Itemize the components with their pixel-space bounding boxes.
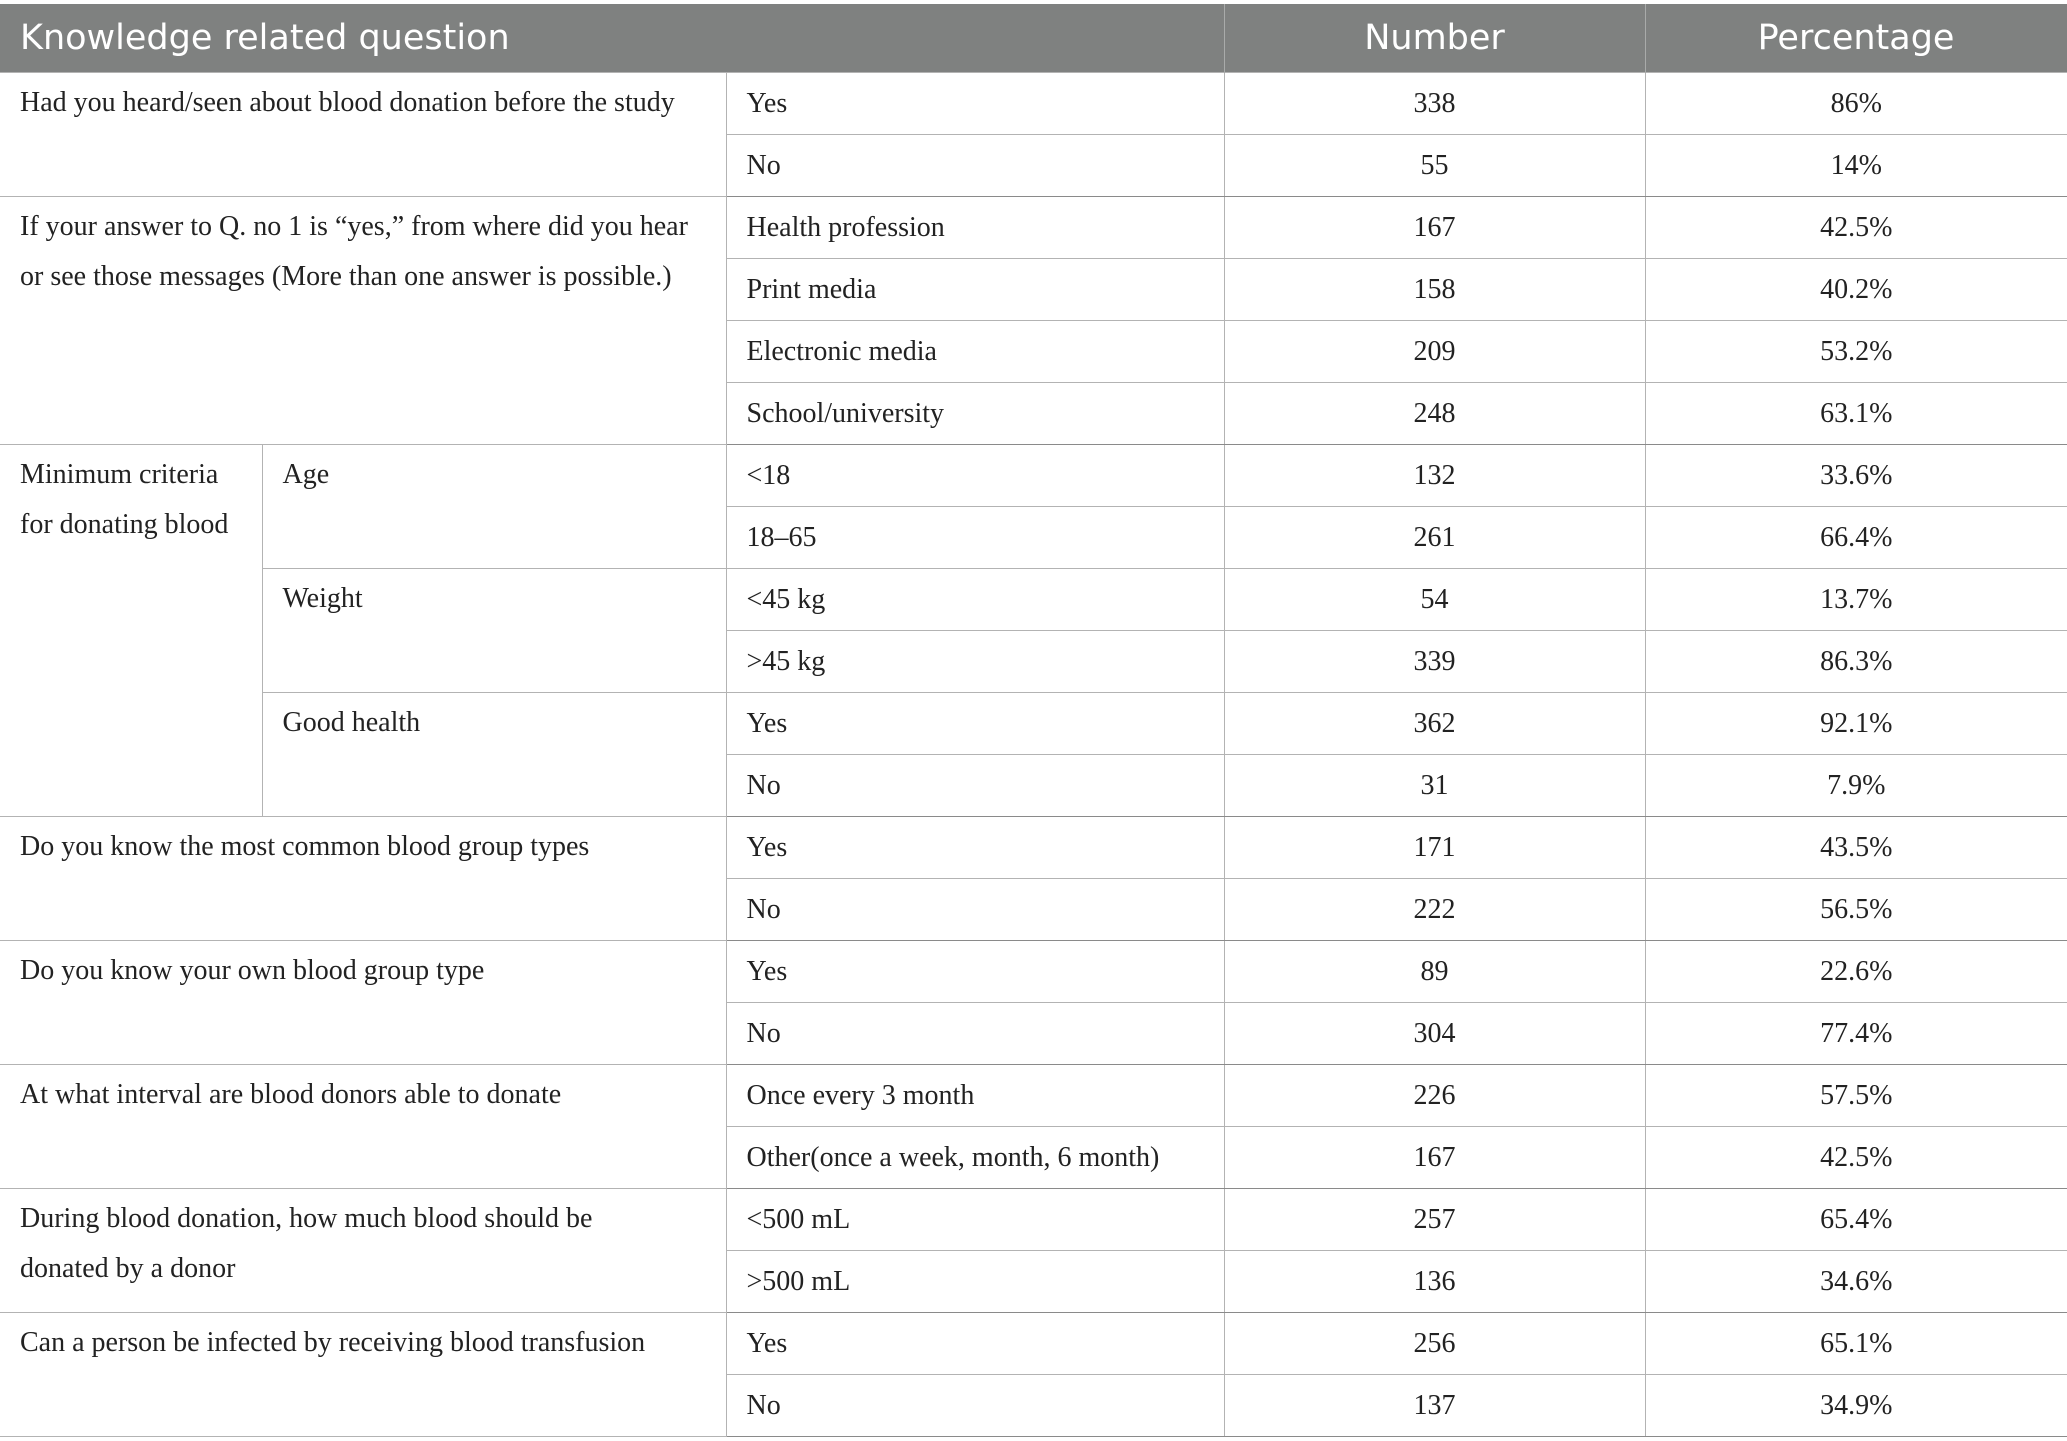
answer-cell: Other(once a week, month, 6 month)	[726, 1127, 1224, 1189]
number-cell: 158	[1224, 259, 1645, 321]
percentage-cell: 14%	[1645, 135, 2067, 197]
answer-cell: No	[726, 1003, 1224, 1065]
question-cell: During blood donation, how much blood should be donated by a donor	[0, 1189, 726, 1313]
subgroup-cell: Good health	[262, 693, 726, 817]
percentage-cell: 13.7%	[1645, 569, 2067, 631]
percentage-cell: 65.1%	[1645, 1313, 2067, 1375]
number-cell: 261	[1224, 507, 1645, 569]
number-cell: 137	[1224, 1375, 1645, 1437]
subgroup-cell: Age	[262, 445, 726, 569]
percentage-cell: 63.1%	[1645, 383, 2067, 445]
header-percentage: Percentage	[1645, 4, 2067, 73]
number-cell: 226	[1224, 1065, 1645, 1127]
table-row	[0, 941, 2067, 1003]
number-cell: 167	[1224, 1127, 1645, 1189]
question-cell: Can a person be infected by receiving blood transfusion	[0, 1313, 726, 1437]
table-row	[0, 1065, 2067, 1127]
answer-cell: No	[726, 755, 1224, 817]
question-cell: Minimum criteria for donating blood	[0, 445, 262, 817]
percentage-cell: 43.5%	[1645, 817, 2067, 879]
number-cell: 132	[1224, 445, 1645, 507]
number-cell: 257	[1224, 1189, 1645, 1251]
number-cell: 248	[1224, 383, 1645, 445]
percentage-cell: 57.5%	[1645, 1065, 2067, 1127]
table-header-row	[0, 4, 2067, 73]
number-cell: 31	[1224, 755, 1645, 817]
percentage-cell: 65.4%	[1645, 1189, 2067, 1251]
table-row	[0, 1189, 2067, 1251]
percentage-cell: 34.6%	[1645, 1251, 2067, 1313]
answer-cell: >45 kg	[726, 631, 1224, 693]
number-cell: 362	[1224, 693, 1645, 755]
number-cell: 136	[1224, 1251, 1645, 1313]
percentage-cell: 22.6%	[1645, 941, 2067, 1003]
answer-cell: No	[726, 879, 1224, 941]
number-cell: 209	[1224, 321, 1645, 383]
percentage-cell: 40.2%	[1645, 259, 2067, 321]
answer-cell: No	[726, 1375, 1224, 1437]
answer-cell: <500 mL	[726, 1189, 1224, 1251]
knowledge-table	[0, 4, 2067, 1437]
number-cell: 304	[1224, 1003, 1645, 1065]
number-cell: 256	[1224, 1313, 1645, 1375]
question-cell: At what interval are blood donors able to donate	[0, 1065, 726, 1189]
answer-cell: Yes	[726, 1313, 1224, 1375]
answer-cell: <45 kg	[726, 569, 1224, 631]
answer-cell: Yes	[726, 693, 1224, 755]
question-cell: Had you heard/seen about blood donation before the study	[0, 73, 726, 197]
number-cell: 167	[1224, 197, 1645, 259]
answer-cell: Once every 3 month	[726, 1065, 1224, 1127]
answer-cell: Yes	[726, 73, 1224, 135]
percentage-cell: 86.3%	[1645, 631, 2067, 693]
answer-cell: 18–65	[726, 507, 1224, 569]
percentage-cell: 53.2%	[1645, 321, 2067, 383]
percentage-cell: 66.4%	[1645, 507, 2067, 569]
percentage-cell: 56.5%	[1645, 879, 2067, 941]
answer-cell: >500 mL	[726, 1251, 1224, 1313]
answer-cell: School/university	[726, 383, 1224, 445]
table-row	[0, 1313, 2067, 1375]
header-question: Knowledge related question	[0, 4, 1224, 73]
percentage-cell: 77.4%	[1645, 1003, 2067, 1065]
table-row	[0, 445, 2067, 507]
answer-cell: Yes	[726, 941, 1224, 1003]
percentage-cell: 92.1%	[1645, 693, 2067, 755]
question-cell: Do you know your own blood group type	[0, 941, 726, 1065]
question-cell: If your answer to Q. no 1 is “yes,” from where did you hear or see those messages (More than one answer is possible.)	[0, 197, 726, 445]
subgroup-cell: Weight	[262, 569, 726, 693]
table-row	[0, 693, 2067, 755]
table-row	[0, 817, 2067, 879]
header-number: Number	[1224, 4, 1645, 73]
number-cell: 54	[1224, 569, 1645, 631]
percentage-cell: 42.5%	[1645, 1127, 2067, 1189]
number-cell: 171	[1224, 817, 1645, 879]
percentage-cell: 86%	[1645, 73, 2067, 135]
number-cell: 55	[1224, 135, 1645, 197]
percentage-cell: 42.5%	[1645, 197, 2067, 259]
number-cell: 339	[1224, 631, 1645, 693]
answer-cell: No	[726, 135, 1224, 197]
number-cell: 338	[1224, 73, 1645, 135]
number-cell: 222	[1224, 879, 1645, 941]
percentage-cell: 33.6%	[1645, 445, 2067, 507]
answer-cell: <18	[726, 445, 1224, 507]
number-cell: 89	[1224, 941, 1645, 1003]
table-row	[0, 73, 2067, 135]
table-row	[0, 197, 2067, 259]
table-row	[0, 569, 2067, 631]
answer-cell: Health profession	[726, 197, 1224, 259]
question-cell: Do you know the most common blood group types	[0, 817, 726, 941]
percentage-cell: 7.9%	[1645, 755, 2067, 817]
answer-cell: Yes	[726, 817, 1224, 879]
answer-cell: Electronic media	[726, 321, 1224, 383]
answer-cell: Print media	[726, 259, 1224, 321]
percentage-cell: 34.9%	[1645, 1375, 2067, 1437]
